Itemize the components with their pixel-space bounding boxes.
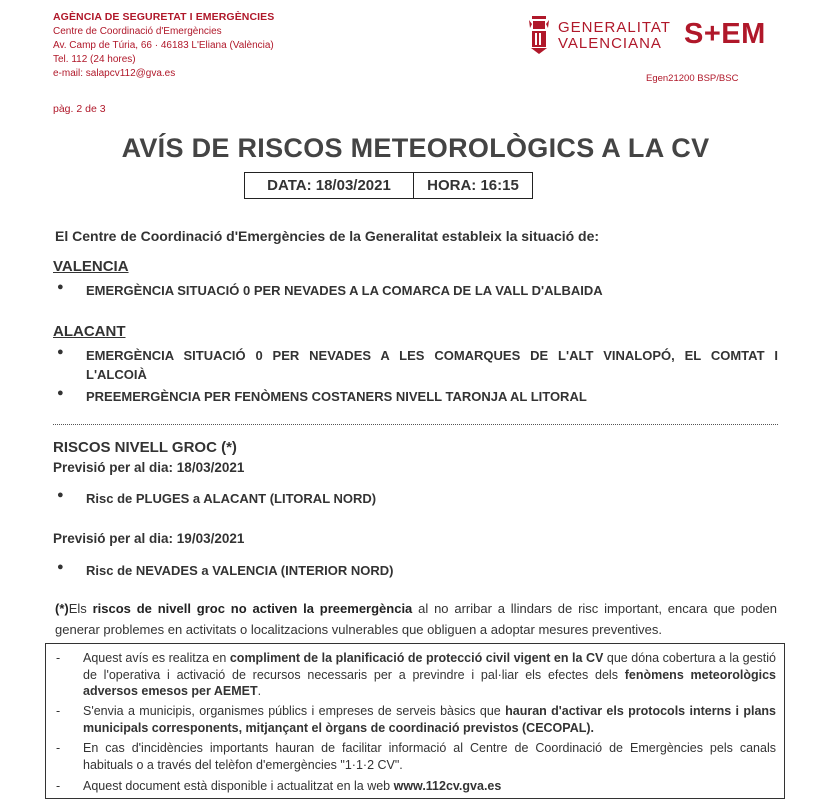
region-heading-valencia: VALENCIA [53,258,129,275]
agency-name: AGÈNCIA DE SEGURETAT I EMERGÈNCIES [53,11,275,23]
list-item: ● EMERGÈNCIA SITUACIÓ 0 PER NEVADES A LA COMARCA DE LA VALL D'ALBAIDA [53,281,778,300]
info-item: - S'envia a municipis, organismes públics i empreses de serveis bàsics que hauran d'activar els protocols interns i plans municipals corresponents, mitjançant el òrgans de coordinació previstos (CECOPAL). [56,704,776,735]
region-heading-alacant: ALACANT [53,323,126,340]
agency-address-line: Av. Camp de Túria, 66 · 46183 L'Eliana (València) [53,40,274,51]
page-title: AVÍS DE RISCOS METEOROLÒGICS A LA CV [121,133,710,163]
info-item: - Aquest document està disponible i actualitzat en la web www.112cv.gva.es [56,779,502,793]
forecast-date: Previsió per al dia: 19/03/2021 [53,531,245,546]
bullet-icon: ● [57,281,64,293]
website-link[interactable]: www.112cv.gva.es [393,779,502,793]
forecast-date: Previsió per al dia: 18/03/2021 [53,460,245,475]
info-item: - En cas d'incidències importants hauran de facilitar informació al Centre de Coordinació de Emergències pels canals habituals o a través del telèfon d'emergències "1·1·2 CV". [56,741,776,772]
page-number: pàg. 2 de 3 [53,103,106,115]
intro-text: El Centre de Coordinació d'Emergències de la Generalitat estableix la situació de: [55,228,600,244]
divider [53,424,778,425]
bullet-icon: ● [57,346,64,358]
sem-logo: S+EM [684,18,766,50]
list-item: ● EMERGÈNCIA SITUACIÓ 0 PER NEVADES A LES COMARQUES DE L'ALT VINALOPÓ, EL COMTAT I L'ALCOIÀ [53,346,778,384]
list-item: ● PREEMERGÈNCIA PER FENÒMENS COSTANERS NIVELL TARONJA AL LITORAL [53,387,778,406]
bullet-icon: ● [57,561,64,573]
agency-phone: Tel. 112 (24 hores) [53,54,136,65]
bullet-icon: ● [57,387,64,399]
list-item: ● Risc de NEVADES a VALENCIA (INTERIOR NORD) [53,561,778,580]
list-item: ● Risc de PLUGES a ALACANT (LITORAL NORD) [53,489,778,508]
bullet-icon: ● [57,489,64,501]
generalitat-logo-text: GENERALITAT VALENCIANA [558,19,671,52]
agency-address-line: Centre de Coordinació d'Emergències [53,26,222,37]
info-box [45,643,785,799]
footnote: (*)Els riscos de nivell groc no activen la preemergència al no arribar a llindars de risc important, encara que poden generar problemes en activitats o localitzacions vulnerables que obliguen a adoptar mesures preventives. [55,601,778,637]
info-item: - Aquest avís es realitza en compliment de la planificació de protecció civil vigent en la CV que dóna cobertura a la gestió de l'operativa i activació de recursos necessaris per a previndre i pal·liar els efectes dels fenòmens meteorològics adversos emesos per AEMET. [56,651,776,698]
riscos-heading: RISCOS NIVELL GROC (*) [53,439,237,456]
date-box: DATA: 18/03/2021 [244,172,414,199]
document-reference: Egen21200 BSP/BSC [646,73,739,84]
agency-email: e-mail: salapcv112@gva.es [53,68,176,79]
generalitat-crest-icon [527,12,551,56]
hour-box: HORA: 16:15 [413,172,533,199]
